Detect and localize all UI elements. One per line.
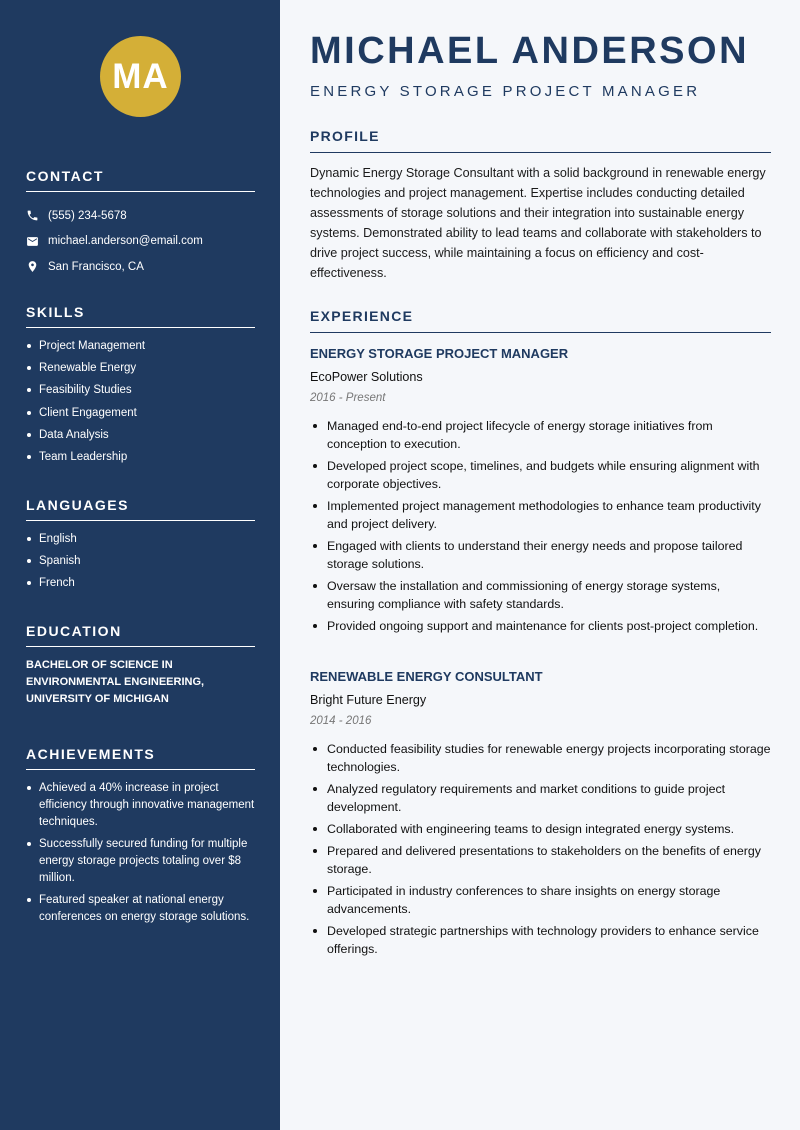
avatar-initials: MA — [112, 56, 169, 96]
list-item: Analyzed regulatory requirements and market conditions to guide project development. — [310, 780, 771, 816]
job-bullets — [310, 417, 771, 635]
profile-heading: PROFILE — [310, 128, 771, 153]
skills-section — [26, 304, 255, 471]
profile-text: Dynamic Energy Storage Consultant with a solid background in renewable energy technologies and project management. Expertise includes conducting detailed assessments of storage solutions and their integration into sustainable energy systems. Demonstrated ability to lead teams and collaborate with stakeholders to drive project success, while maintaining a focus on efficiency and cost-effectiveness. — [310, 166, 766, 280]
sidebar — [0, 0, 280, 1130]
job-company: EcoPower Solutions — [310, 370, 423, 384]
list-item: Oversaw the installation and commissioning of energy storage systems, ensuring compliance with safety standards. — [310, 577, 771, 613]
avatar — [100, 36, 181, 117]
list-item: Feasibility Studies — [26, 382, 255, 398]
contact-location — [26, 254, 255, 280]
location-text: San Francisco, CA — [48, 260, 144, 273]
list-item: Conducted feasibility studies for renewable energy projects incorporating storage technologies. — [310, 740, 771, 776]
list-item: Provided ongoing support and maintenance for clients post-project completion. — [310, 617, 771, 635]
phone-icon — [26, 209, 39, 222]
location-pin-icon — [26, 260, 39, 273]
job-entry — [310, 669, 771, 962]
list-item: Collaborated with engineering teams to design integrated energy systems. — [310, 820, 771, 838]
email-icon — [26, 235, 39, 248]
list-item: Data Analysis — [26, 427, 255, 443]
list-item: Engaged with clients to understand their energy needs and propose tailored storage solutions. — [310, 537, 771, 573]
education-heading: EDUCATION — [26, 623, 255, 647]
job-dates: 2016 - Present — [310, 392, 386, 404]
list-item: Developed project scope, timelines, and budgets while ensuring alignment with corporate objectives. — [310, 457, 771, 493]
list-item: Client Engagement — [26, 405, 255, 421]
list-item: Spanish — [26, 553, 255, 569]
skills-heading: SKILLS — [26, 304, 255, 328]
languages-list — [26, 531, 255, 591]
job-title: RENEWABLE ENERGY CONSULTANT — [310, 669, 543, 684]
contact-heading: CONTACT — [26, 168, 255, 192]
list-item: Implemented project management methodologies to enhance team productivity and project delivery. — [310, 497, 771, 533]
experience-heading: EXPERIENCE — [310, 308, 771, 333]
job-dates: 2014 - 2016 — [310, 715, 372, 727]
list-item: Featured speaker at national energy conferences on energy storage solutions. — [26, 892, 255, 926]
contact-section — [26, 168, 255, 280]
education-section — [26, 623, 255, 708]
list-item: English — [26, 531, 255, 547]
list-item: French — [26, 575, 255, 591]
phone-text: (555) 234-5678 — [48, 209, 127, 222]
list-item: Developed strategic partnerships with technology providers to enhance service offerings. — [310, 922, 771, 958]
list-item: Prepared and delivered presentations to stakeholders on the benefits of energy storage. — [310, 842, 771, 878]
list-item: Achieved a 40% increase in project efficiency through innovative management techniques. — [26, 780, 255, 831]
list-item: Renewable Energy — [26, 360, 255, 376]
contact-list — [26, 203, 255, 280]
job-title: ENERGY STORAGE PROJECT MANAGER — [310, 346, 569, 361]
email-text[interactable]: michael.anderson@email.com — [48, 235, 203, 248]
job-company: Bright Future Energy — [310, 693, 427, 707]
list-item: Participated in industry conferences to share insights on energy storage advancements. — [310, 882, 771, 918]
list-item: Managed end-to-end project lifecycle of energy storage initiatives from conception to execution. — [310, 417, 771, 453]
skills-list — [26, 338, 255, 465]
candidate-role: ENERGY STORAGE PROJECT MANAGER — [310, 83, 701, 100]
contact-phone — [26, 203, 255, 229]
candidate-name: MICHAEL ANDERSON — [310, 30, 750, 72]
job-entry — [310, 346, 771, 639]
contact-email — [26, 229, 255, 255]
achievements-heading: ACHIEVEMENTS — [26, 746, 255, 770]
list-item: Project Management — [26, 338, 255, 354]
job-bullets — [310, 740, 771, 958]
languages-section — [26, 497, 255, 598]
achievements-list — [26, 780, 255, 926]
list-item: Successfully secured funding for multiple energy storage projects totaling over $8 million. — [26, 836, 255, 887]
list-item: Team Leadership — [26, 449, 255, 465]
languages-heading: LANGUAGES — [26, 497, 255, 521]
achievements-section — [26, 746, 255, 931]
education-degree: BACHELOR OF SCIENCE IN ENVIRONMENTAL ENGINEERING, UNIVERSITY OF MICHIGAN — [26, 659, 205, 705]
